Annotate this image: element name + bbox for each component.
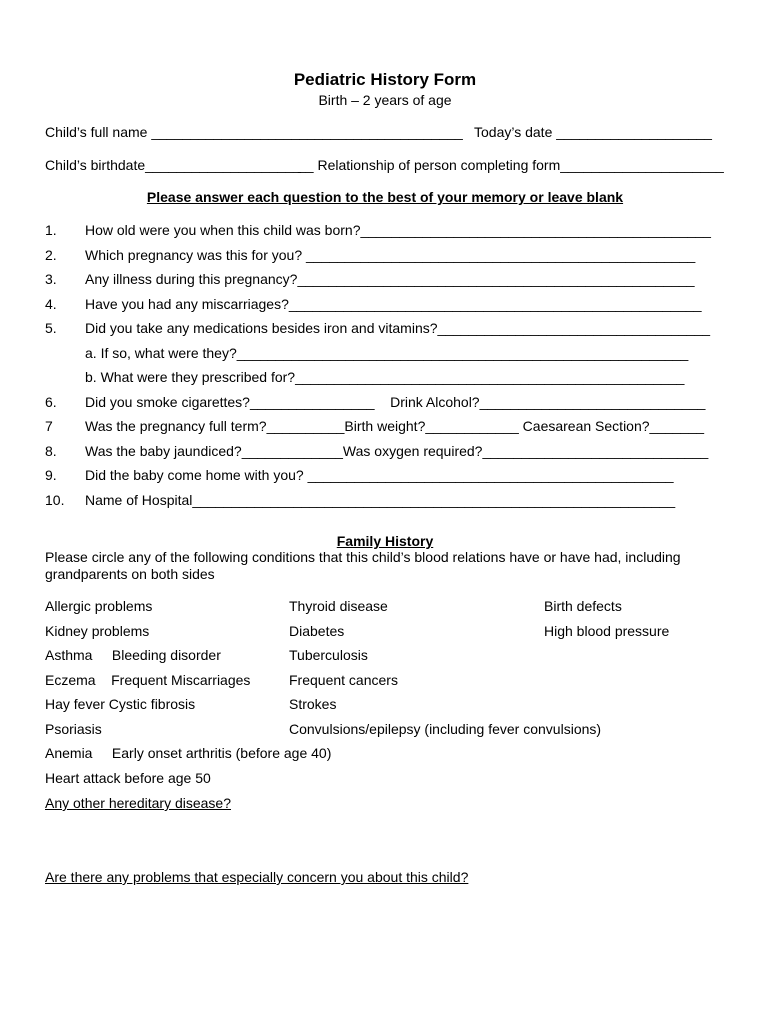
condition-item[interactable]: Heart attack before age 50 [45,770,211,786]
condition-item[interactable]: Thyroid disease [289,598,388,614]
question-field[interactable]: Name of Hospital______________________________________________________________ [85,492,676,508]
child-name-field[interactable]: Child’s full name ________________________________________ [45,124,463,140]
question-field[interactable]: Did the baby come home with you? _______________________________________________ [85,467,674,483]
page-title: Pediatric History Form [293,70,477,89]
condition-item[interactable]: Strokes [289,696,337,712]
condition-item[interactable]: Kidney problems [45,623,150,639]
question-number: 10. [45,492,65,508]
question-number: 8. [45,443,57,459]
child-birthdate-field[interactable]: Child’s birthdate____________________ [45,157,301,173]
condition-item[interactable]: Eczema Frequent Miscarriages [45,672,251,688]
question-number: 2. [45,247,57,263]
question-number: 3. [45,271,57,287]
question-field[interactable]: Was the baby jaundiced?_____________Was oxygen required?_____________________________ [85,443,709,459]
condition-item[interactable]: Hay fever Cystic fibrosis [45,696,196,712]
condition-item[interactable]: Asthma Bleeding disorder [45,647,221,663]
question-field[interactable]: Which pregnancy was this for you? __________________________________________________ [85,247,696,263]
relationship-field[interactable]: __ Relationship of person completing form_____________________ [298,157,724,173]
condition-item[interactable]: Birth defects [544,598,622,614]
question-number: 1. [45,222,57,238]
question-field[interactable]: b. What were they prescribed for?__________________________________________________ [85,369,685,385]
instructions: Please answer each question to the best of your memory or leave blank [146,189,624,205]
question-field[interactable]: Did you smoke cigarettes?________________ Drink Alcohol?_____________________________ [85,394,706,410]
family-history-heading: Family History [336,533,434,549]
condition-item[interactable]: Tuberculosis [289,647,368,663]
question-field[interactable]: How old were you when this child was born?_____________________________________________ [85,222,711,238]
question-number: 7 [45,418,53,434]
question-number: 4. [45,296,57,312]
question-field[interactable]: Any illness during this pregnancy?___________________________________________________ [85,271,695,287]
condition-item[interactable]: Convulsions/epilepsy (including fever convulsions) [289,721,602,737]
page-subtitle: Birth – 2 years of age [318,92,452,108]
question-field[interactable]: Have you had any miscarriages?_____________________________________________________ [85,296,702,312]
condition-item[interactable]: Diabetes [289,623,345,639]
concerns-prompt: Are there any problems that especially concern you about this child? [45,869,469,885]
question-number: 9. [45,467,57,483]
condition-item[interactable]: Psoriasis [45,721,102,737]
family-history-intro: Please circle any of the following conditions that this child’s blood relations have or have had, including [45,549,681,565]
condition-item[interactable]: Allergic problems [45,598,153,614]
condition-item[interactable]: High blood pressure [544,623,670,639]
family-history-intro: grandparents on both sides [45,566,215,582]
question-number: 5. [45,320,57,336]
question-field[interactable]: a. If so, what were they?__________________________________________________________ [85,345,689,361]
todays-date-field[interactable]: Today’s date ____________________ [474,124,712,140]
other-hereditary-disease-prompt: Any other hereditary disease? [45,795,231,811]
question-number: 6. [45,394,57,410]
question-field[interactable]: Did you take any medications besides iron and vitamins?___________________________________ [85,320,711,336]
condition-item[interactable]: Frequent cancers [289,672,398,688]
condition-item[interactable]: Anemia Early onset arthritis (before age 40) [45,745,332,761]
question-field[interactable]: Was the pregnancy full term?__________Birth weight?____________ Caesarean Section?_______ [85,418,705,434]
